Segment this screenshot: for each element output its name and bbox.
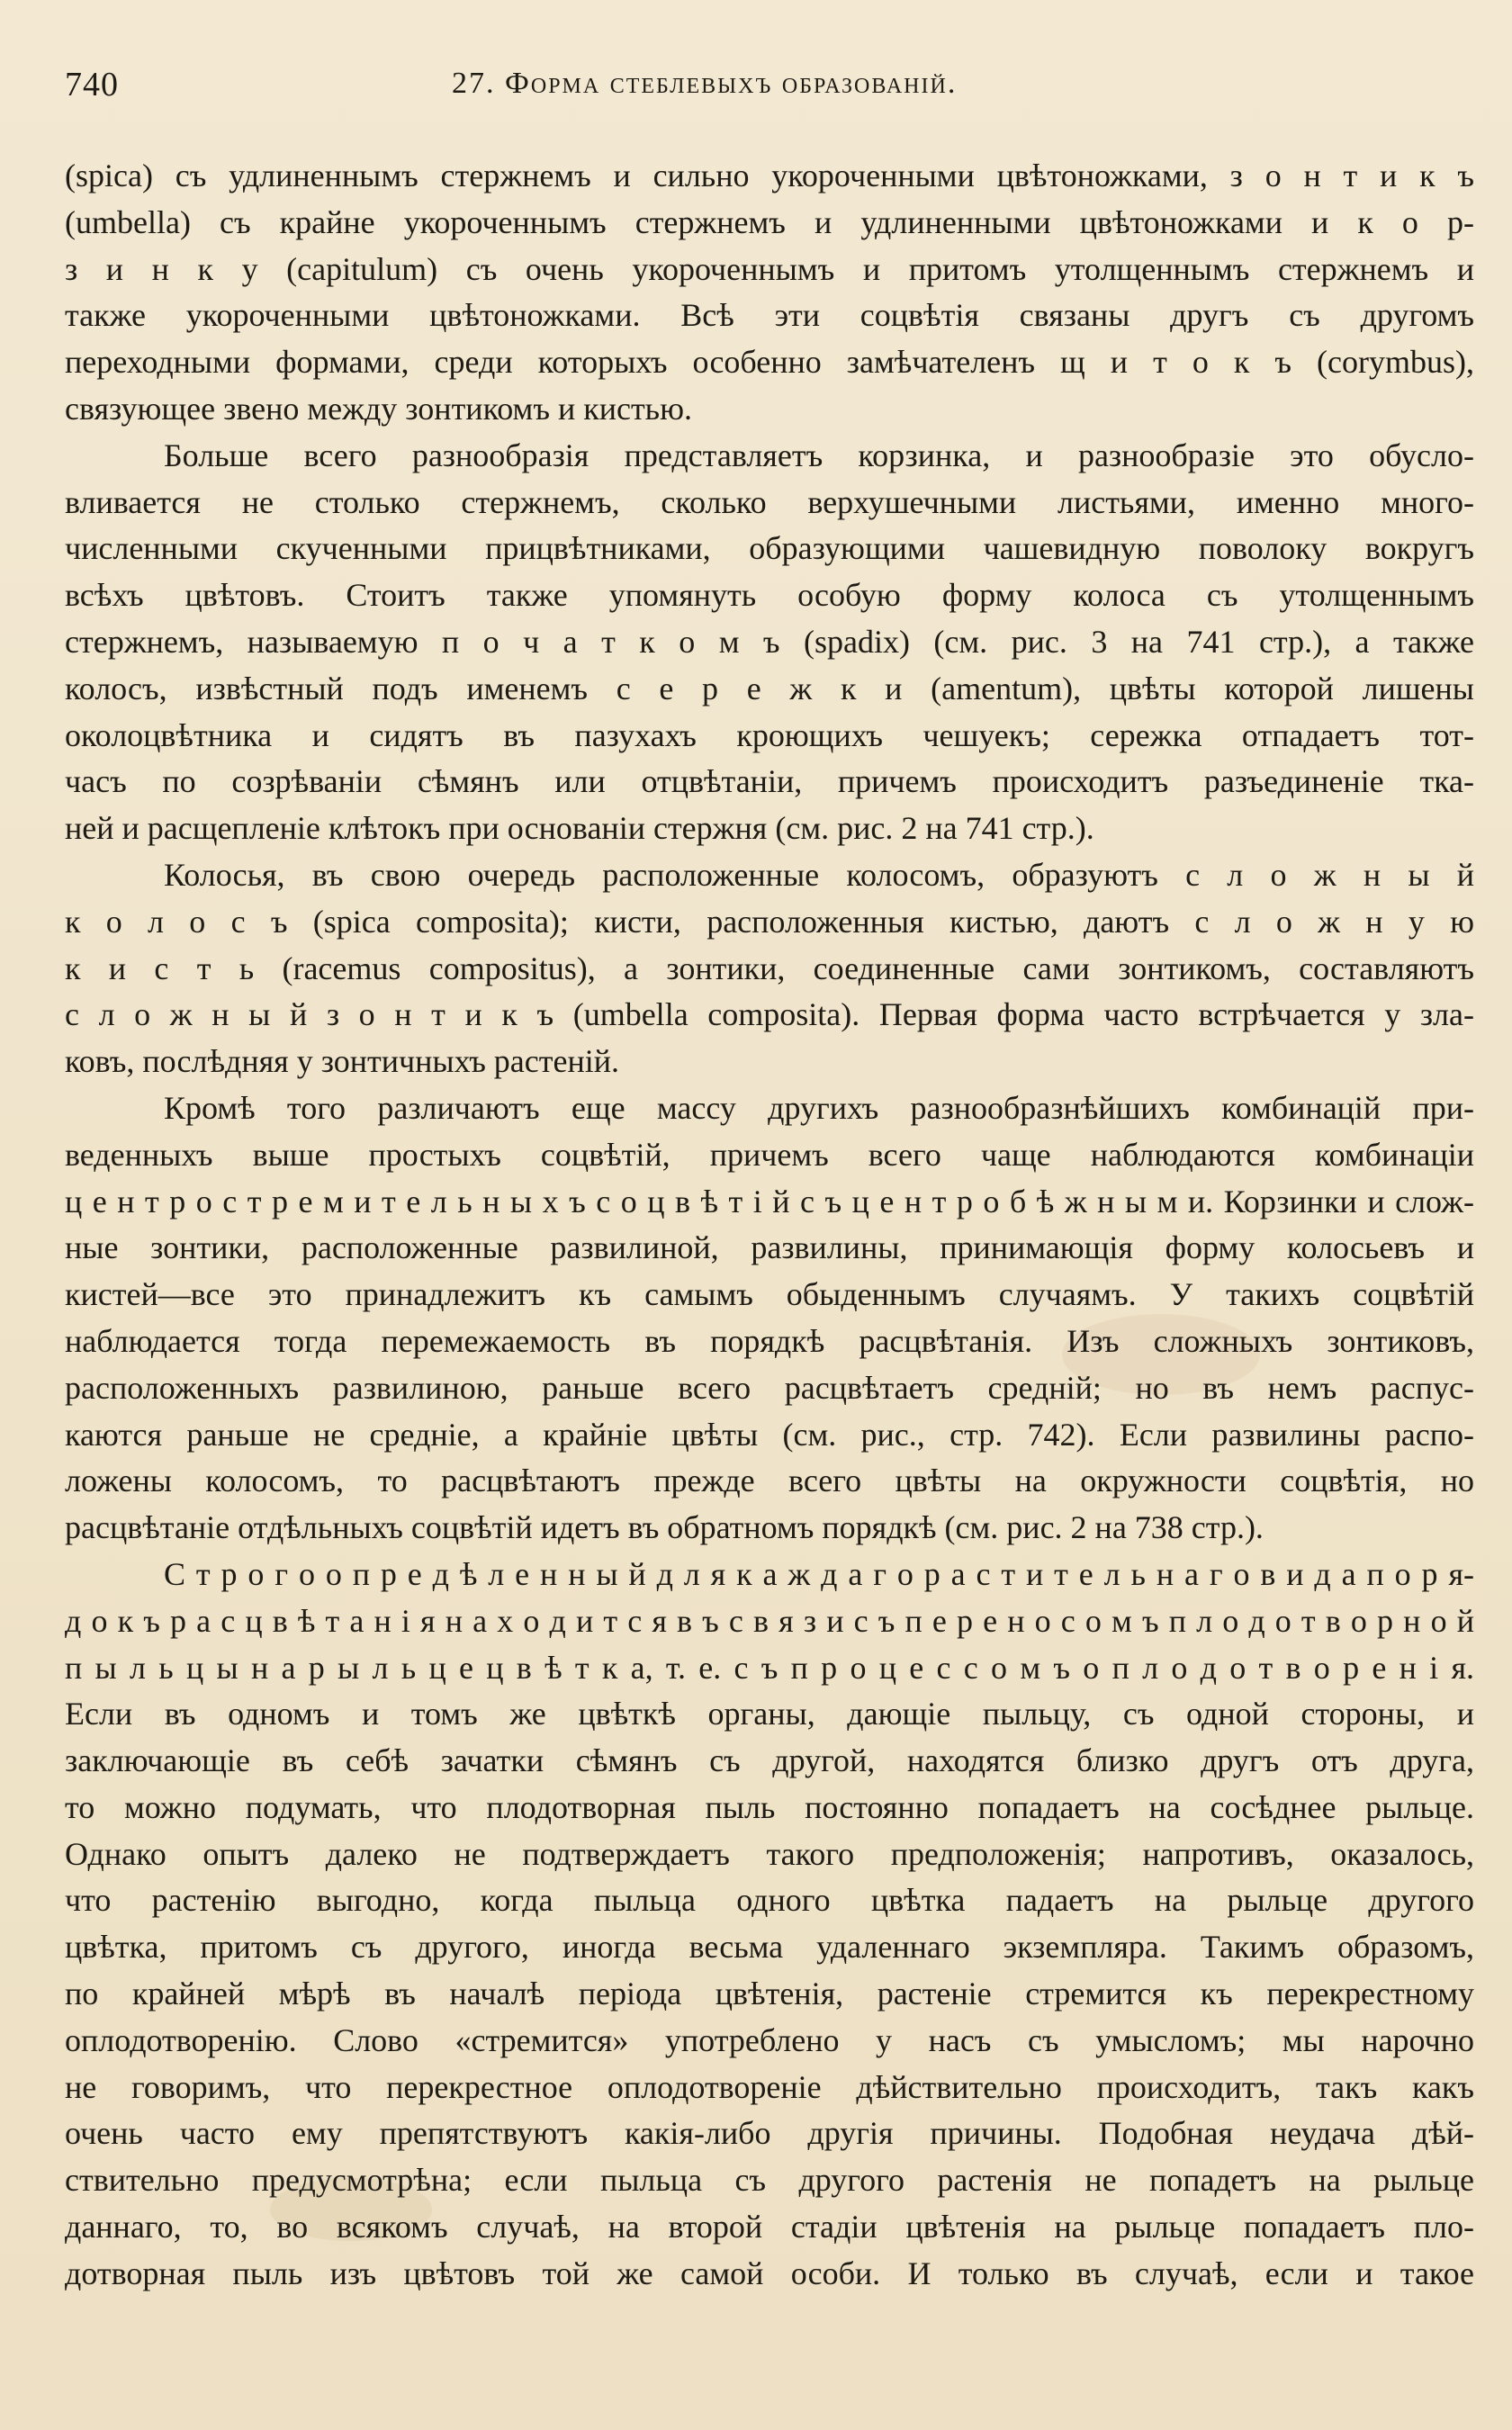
text-line: с л о ж н ы й з о н т и к ъ (umbella composita). Первая форма часто встрѣчается у зла-	[65, 996, 1474, 1033]
text-line: заключающіе въ себѣ зачатки сѣмянъ съ другой, находятся близко другъ отъ друга,	[65, 1742, 1474, 1779]
text-line: наблюдается тогда перемежаемость въ порядкѣ расцвѣтанія. Изъ сложныхъ зонтиковъ,	[65, 1322, 1474, 1359]
text-line: (umbella) съ крайне укороченнымъ стержнемъ и удлиненными цвѣтоножками и к о р-	[65, 203, 1474, 240]
text-line: Кромѣ того различаютъ еще массу другихъ разнообразнѣйшихъ комбинацій при-	[164, 1089, 1474, 1126]
body-text	[65, 153, 1474, 2298]
text-line: ные зонтики, расположенные развилиной, развилины, принимающія форму колосьевъ и	[65, 1229, 1474, 1266]
text-line: Больше всего разнообразія представляетъ корзинка, и разнообразіе это обусло-	[164, 436, 1474, 473]
text-line: по крайней мѣрѣ въ началѣ періода цвѣтенія, растеніе стремится къ перекрестному	[65, 1976, 1474, 2012]
text-line: дотворная пыль изъ цвѣтовъ той же самой особи. И только въ случаѣ, если и такое	[65, 2254, 1474, 2291]
text-line: численными скученными прицвѣтниками, образующими чашевидную поволоку вокругъ	[65, 530, 1474, 567]
text-line: ковъ, послѣдняя у зонтичныхъ растеній.	[65, 1043, 620, 1080]
text-line: очень часто ему препятствуютъ какія-либо другія причины. Подобная неудача дѣй-	[65, 2115, 1474, 2152]
text-line: ствительно предусмотрѣна; если пыльца съ другого растенія не попадетъ на рыльце	[65, 2162, 1474, 2199]
text-line: Однако опытъ далеко не подтверждаетъ такого предположенія; напротивъ, оказалось,	[65, 1835, 1474, 1872]
text-line: связующее звено между зонтикомъ и кистью.	[65, 390, 692, 427]
text-line: не говоримъ, что перекрестное оплодотвореніе дѣйствительно происходитъ, такъ какъ	[65, 2068, 1474, 2105]
page-number: 740	[65, 66, 119, 104]
text-line: к и с т ь (racemus compositus), а зонтики, соединенные сами зонтикомъ, составляютъ	[65, 950, 1474, 986]
text-line: также укороченными цвѣтоножками. Всѣ эти соцвѣтія связаны другъ съ другомъ	[65, 297, 1474, 334]
text-line: стержнемъ, называемую п о ч а т к о м ъ (spadix) (см. рис. 3 на 741 стр.), а также	[65, 623, 1474, 660]
text-line: переходными формами, среди которыхъ особенно замѣчателенъ щ и т о к ъ (corymbus),	[65, 344, 1474, 381]
text-line: то можно подумать, что плодотворная пыль постоянно попадаетъ на сосѣднее рыльце.	[65, 1788, 1474, 1825]
text-line: околоцвѣтника и сидятъ въ пазухахъ кроющихъ чешуекъ; сережка отпадаетъ тот-	[65, 716, 1474, 753]
text-line: д о к ъ р а с ц в ѣ т а н і я н а х о д и т с я в ъ с в я з и с ъ п е р е н о с о м ъ п л о д о т в о р н о й	[65, 1602, 1474, 1639]
running-title: 27. Форма стеблевыхъ образованій.	[452, 67, 958, 100]
text-line: ней и расщепленіе клѣтокъ при основаніи стержня (см. рис. 2 на 741 стр.).	[65, 810, 1094, 847]
text-line: каются раньше не средніе, а крайніе цвѣты (см. рис., стр. 742). Если развилины распо-	[65, 1416, 1474, 1453]
page-header	[65, 65, 1451, 119]
text-line: з и н к у (capitulum) съ очень укороченнымъ и притомъ утолщеннымъ стержнемъ и	[65, 250, 1474, 287]
text-line: ложены колосомъ, то расцвѣтаютъ прежде всего цвѣты на окружности соцвѣтія, но	[65, 1462, 1474, 1499]
text-line: расцвѣтаніе отдѣльныхъ соцвѣтій идетъ въ обратномъ порядкѣ (см. рис. 2 на 738 стр.).	[65, 1509, 1264, 1546]
text-line: ц е н т р о с т р е м и т е л ь н ы х ъ с о ц в ѣ т і й с ъ ц е н т р о б ѣ ж н ы м и. Корзинки и слож-	[65, 1183, 1474, 1220]
text-line: даннаго, то, во всякомъ случаѣ, на второй стадіи цвѣтенія на рыльце попадаетъ пло-	[65, 2209, 1474, 2246]
text-line: кистей—все это принадлежитъ къ самымъ обыденнымъ случаямъ. У такихъ соцвѣтій	[65, 1276, 1474, 1313]
text-line: что растенію выгодно, когда пыльца одного цвѣтка падаетъ на рыльце другого	[65, 1882, 1474, 1919]
text-line: всѣхъ цвѣтовъ. Стоитъ также упомянуть особую форму колоса съ утолщеннымъ	[65, 577, 1474, 614]
text-line: оплодотворенію. Слово «стремится» употреблено у насъ съ умысломъ; мы нарочно	[65, 2021, 1474, 2058]
text-line: веденныхъ выше простыхъ соцвѣтій, причемъ всего чаще наблюдаются комбинаціи	[65, 1136, 1474, 1173]
text-line: п ы л ь ц ы н а р ы л ь ц е ц в ѣ т к а, т. е. с ъ п р о ц е с с о м ъ о п л о д о т в о р е н і я.	[65, 1649, 1474, 1686]
text-line: Если въ одномъ и томъ же цвѣткѣ органы, дающіе пыльцу, съ одной стороны, и	[65, 1696, 1474, 1732]
text-line: расположенныхъ развилиною, раньше всего расцвѣтаетъ средній; но въ немъ распус-	[65, 1369, 1474, 1406]
text-line: к о л о с ъ (spica composita); кисти, расположенныя кистью, даютъ с л о ж н у ю	[65, 903, 1474, 940]
text-line: С т р о г о о п р е д ѣ л е н н ы й д л я к а ж д а г о р а с т и т е л ь н а г о в и д а п о р я-	[164, 1555, 1474, 1592]
text-line: (spica) съ удлиненнымъ стержнемъ и сильно укороченными цвѣтоножками, з о н т и к ъ	[65, 158, 1474, 194]
text-line: колосъ, извѣстный подъ именемъ с е р е ж к и (amentum), цвѣты которой лишены	[65, 670, 1474, 706]
text-line: вливается не столько стержнемъ, сколько верхушечными листьями, именно много-	[65, 483, 1474, 520]
text-line: цвѣтка, притомъ съ другого, иногда весьма удаленнаго экземпляра. Такимъ образомъ,	[65, 1929, 1474, 1966]
text-line: Колосья, въ свою очередь расположенные колосомъ, образуютъ с л о ж н ы й	[164, 856, 1474, 893]
text-line: часъ по созрѣваніи сѣмянъ или отцвѣтаніи, причемъ происходитъ разъединеніе тка-	[65, 763, 1474, 800]
